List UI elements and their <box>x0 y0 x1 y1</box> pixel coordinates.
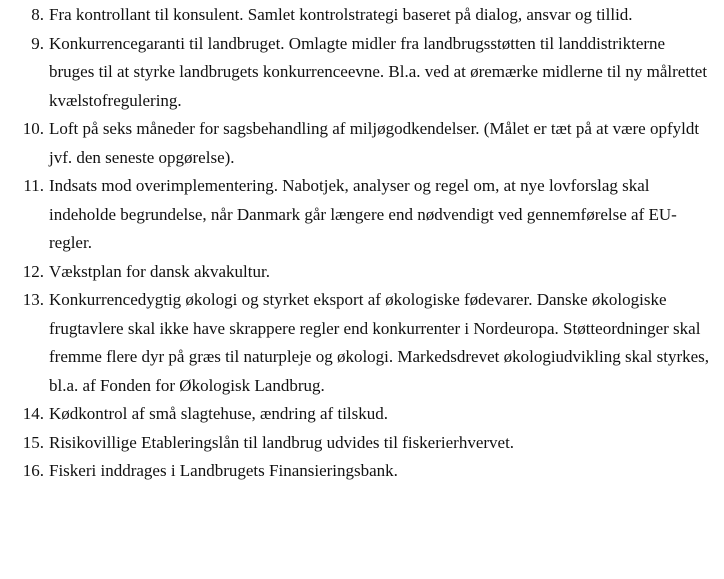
list-item-text: Vækstplan for dansk akvakultur. <box>49 261 270 281</box>
list-item-number: 13. <box>22 290 44 309</box>
list-item-number: 8. <box>31 5 44 24</box>
list-item <box>0 30 724 116</box>
list-item-text: Fra kontrollant til konsulent. Samlet kontrolstrategi baseret på dialog, ansvar og tillid. <box>49 5 633 24</box>
list-item-number: 14. <box>22 404 44 423</box>
list-item <box>0 457 724 486</box>
list-item-number: 12. <box>22 261 44 281</box>
list-item <box>0 400 724 429</box>
list-item <box>0 286 724 400</box>
list-item-text: Konkurrencedygtig økologi og styrket eksport af økologiske fødevarer. Danske økologiske frugtavlere skal ikke have skrappere regler end konkurrenter i Nordeuropa. Støtteordninger skal fremme flere dyr på græs til naturpleje og økologi. Markedsdrevet økologiudvikling skal styrkes, bl.a. af Fonden for Økologisk Landbrug. <box>49 290 710 395</box>
list-item-number: 10. <box>22 119 44 138</box>
list-item-number: 16. <box>22 461 44 480</box>
list-item-text: Konkurrencegaranti til landbruget. Omlagte midler fra landbrugsstøtten til landdistrikterne bruges til at styrke landbrugets konkurrenceevne. Bl.a. ved at øremærke midlerne til ny målrettet kvælstofregulering. <box>49 33 708 110</box>
list-item-text: Fiskeri inddrages i Landbrugets Finansieringsbank. <box>49 461 398 480</box>
list-item-text: Loft på seks måneder for sagsbehandling af miljøgodkendelser. (Målet er tæt på at være opfyldt jvf. den seneste opgørelse). <box>49 119 700 167</box>
list-item <box>0 1 724 30</box>
list-item <box>0 258 724 287</box>
list-item <box>0 115 724 172</box>
list-item-text: Indsats mod overimplementering. Nabotjek, analyser og regel om, at nye lovforslag skal indeholde begrundelse, når Danmark går længere end nødvendigt ved gennemførelse af EU-regler. <box>49 176 677 252</box>
list-item-text: Risikovillige Etableringslån til landbrug udvides til fiskerierhvervet. <box>49 432 515 452</box>
list-item-number: 9. <box>31 33 44 53</box>
list-item-number: 15. <box>22 432 44 452</box>
list-item <box>0 429 724 458</box>
list-item <box>0 172 724 258</box>
list-item-number: 11. <box>23 176 44 195</box>
list-item-text: Kødkontrol af små slagtehuse, ændring af tilskud. <box>49 404 389 423</box>
